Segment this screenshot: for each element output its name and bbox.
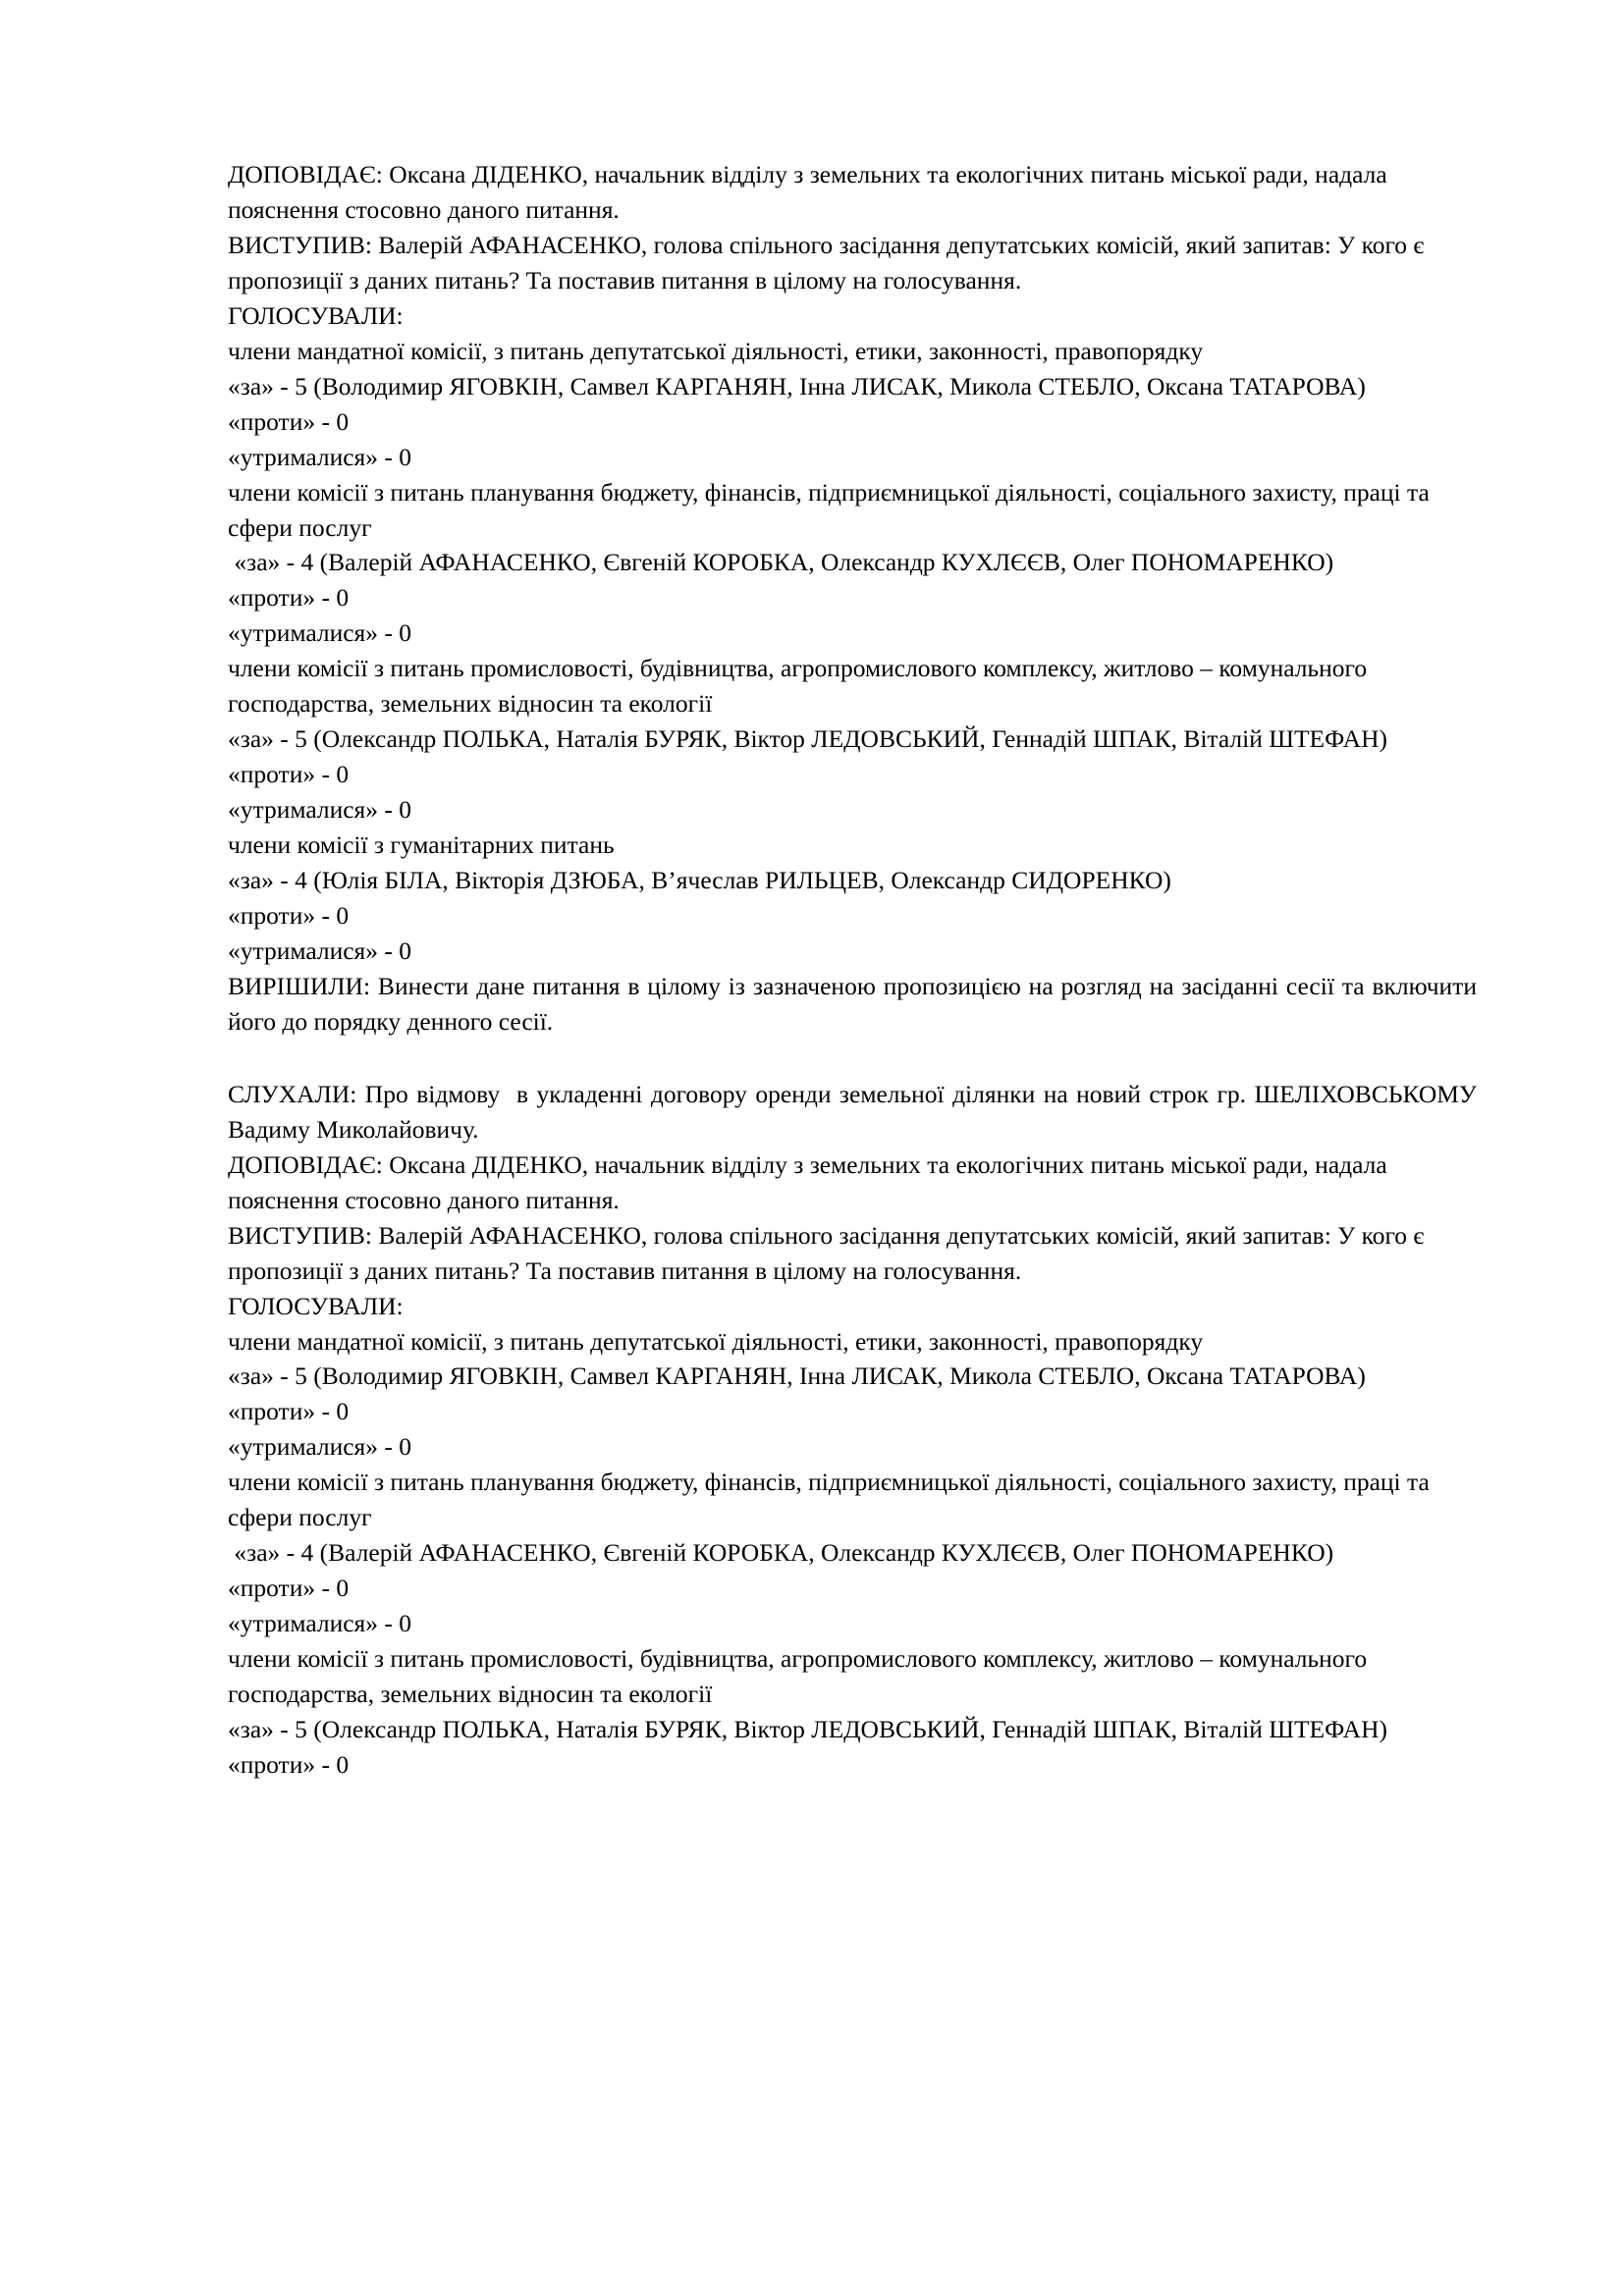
document-paragraph: «за» - 4 (Юлія БІЛА, Вікторія ДЗЮБА, В’ячеслав РИЛЬЦЕВ, Олександр СИДОРЕНКО) [228,866,1171,895]
document-paragraph: «проти» - 0 [228,760,350,789]
document-paragraph: «за» - 5 (Олександр ПОЛЬКА, Наталія БУРЯК, Віктор ЛЕДОВСЬКИЙ, Геннадій ШПАК, Віталій ШТЕФАН) [228,724,1387,754]
document-paragraph: «за» - 5 (Олександр ПОЛЬКА, Наталія БУРЯК, Віктор ЛЕДОВСЬКИЙ, Геннадій ШПАК, Віталій ШТЕФАН) [228,1714,1387,1743]
document-paragraph: ВИРІШИЛИ: Винести дане питання в цілому із зазначеною пропозицією на розгляд на засіданні сесії та включити його до порядку денного сесії. [228,971,1484,1036]
document-paragraph: «утрималися» - 0 [228,618,412,648]
document-paragraph: ВИСТУПИВ: Валерій АФАНАСЕНКО, голова спільного засідання депутатських комісій, який запитав: У кого є пропозиції з даних питань? Та поставив питання в цілому на голосування. [228,230,1431,294]
document-paragraph: члени комісії з питань планування бюджету, фінансів, підприємницької діяльності, соціального захисту, праці та сфери послуг [228,1468,1436,1532]
document-paragraph: «за» - 5 (Володимир ЯГОВКІН, Самвел КАРГАНЯН, Інна ЛИСАК, Микола СТЕБЛО, Оксана ТАТАРОВА) [228,1362,1366,1391]
document-paragraph: члени мандатної комісії, з питань депутатської діяльності, етики, законності, правопорядку [228,336,1204,365]
document-paragraph: «утрималися» - 0 [228,935,412,965]
document-paragraph: ДОПОВІДАЄ: Оксана ДІДЕНКО, начальник відділу з земельних та екологічних питань міської ради, надала пояснення стосовно даного питання. [228,1149,1394,1214]
document-paragraph: «утрималися» - 0 [228,1432,412,1462]
document-paragraph: «утрималися» - 0 [228,1609,412,1638]
document-paragraph: СЛУХАЛИ: Про відмову в укладенні договору оренди земельної ділянки на новий строк гр. ШЕЛІХОВСЬКОМУ Вадиму Миколайовичу. [228,1079,1484,1144]
document-paragraph: «проти» - 0 [228,1749,350,1779]
document-paragraph: ВИСТУПИВ: Валерій АФАНАСЕНКО, голова спільного засідання депутатських комісій, який запитав: У кого є пропозиції з даних питань? Та поставив питання в цілому на голосування. [228,1220,1431,1285]
document-paragraph: «проти» - 0 [228,583,350,613]
document-paragraph: члени мандатної комісії, з питань депутатської діяльності, етики, законності, правопорядку [228,1326,1204,1356]
document-paragraph: «за» - 4 (Валерій АФАНАСЕНКО, Євгеній КОРОБКА, Олександр КУХЛЄЄВ, Олег ПОНОМАРЕНКО) [228,548,1334,577]
document-paragraph: «проти» - 0 [228,1574,350,1603]
document-paragraph: члени комісії з питань промисловості, будівництва, агропромислового комплексу, житлово – комунального господарства, земельних відносин та екології [228,654,1374,719]
document-body [228,157,1484,1783]
paragraph-spacer [228,1040,1477,1077]
document-paragraph: «за» - 5 (Володимир ЯГОВКІН, Самвел КАРГАНЯН, Інна ЛИСАК, Микола СТЕБЛО, Оксана ТАТАРОВА) [228,371,1366,400]
document-paragraph: члени комісії з гуманітарних питань [228,830,615,860]
document-paragraph: ДОПОВІДАЄ: Оксана ДІДЕНКО, начальник відділу з земельних та екологічних питань міської ради, надала пояснення стосовно даного питання. [228,160,1394,224]
document-paragraph: «проти» - 0 [228,1397,350,1426]
document-paragraph: ГОЛОСУВАЛИ: [228,300,404,330]
document-paragraph: «проти» - 0 [228,406,350,436]
document-paragraph: «утрималися» - 0 [228,795,412,825]
document-paragraph: ГОЛОСУВАЛИ: [228,1291,404,1320]
document-paragraph: «за» - 4 (Валерій АФАНАСЕНКО, Євгеній КОРОБКА, Олександр КУХЛЄЄВ, Олег ПОНОМАРЕНКО) [228,1538,1334,1568]
document-paragraph: члени комісії з питань планування бюджету, фінансів, підприємницької діяльності, соціального захисту, праці та сфери послуг [228,477,1436,542]
document-paragraph: члени комісії з питань промисловості, будівництва, агропромислового комплексу, житлово – комунального господарства, земельних відносин та екології [228,1644,1374,1709]
document-paragraph: «проти» - 0 [228,901,350,931]
document-paragraph: «утрималися» - 0 [228,442,412,471]
